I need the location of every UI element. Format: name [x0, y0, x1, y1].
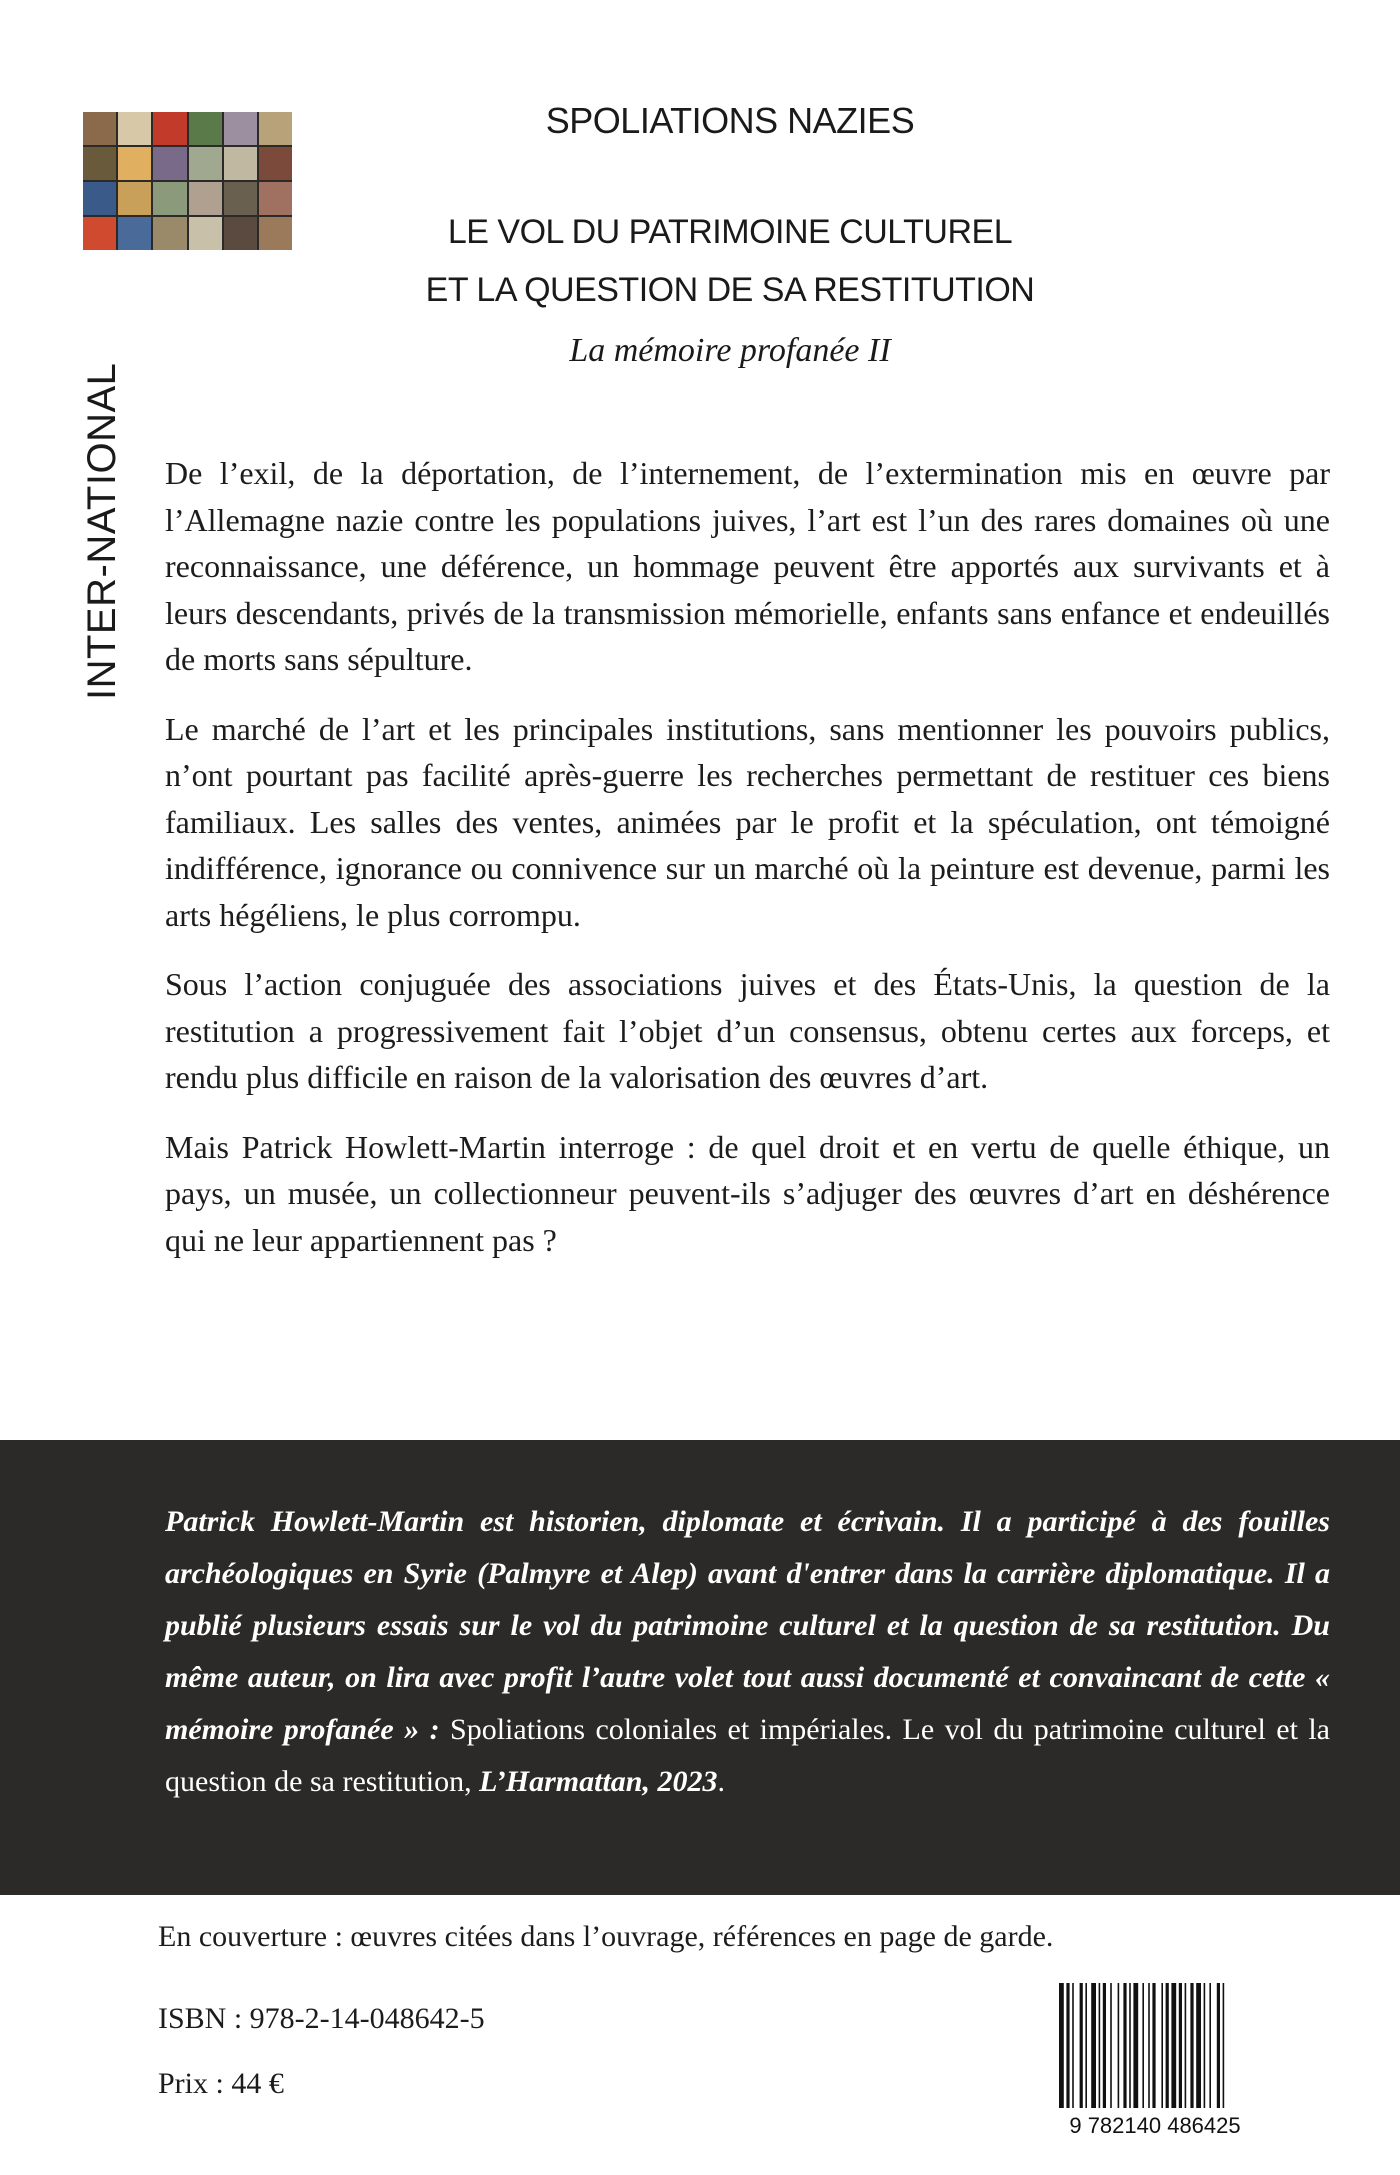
series-subtitle: La mémoire profanée II: [569, 332, 891, 369]
barcode-bar: [1091, 1983, 1096, 2108]
artwork-thumbnail: [189, 182, 222, 215]
book-subtitle: [400, 203, 1060, 319]
artwork-thumbnail: [189, 112, 222, 145]
price: Prix : 44 €: [158, 2067, 284, 2100]
barcode-bar: [1148, 1983, 1150, 2108]
paragraph: De l’exil, de la déportation, de l’internement, de l’extermination mis en œuvre par l’Allemagne nazie contre les populations juives, l’art est l’un des rares domaines où une reconnaissance, une déférence, un hommage peuvent être apportés aux survivants et à leurs descendants, privés de la transmission mémorielle, enfants sans enfance et endeuillés de morts sans sépulture.: [165, 455, 1330, 677]
author-bio-panel: [0, 1440, 1400, 1895]
barcode-bar: [1110, 1983, 1112, 2108]
book-title: SPOLIATIONS NAZIES: [545, 100, 915, 141]
artwork-thumbnail: [118, 217, 151, 250]
barcode-bar: [1223, 1983, 1225, 2108]
barcode-bar: [1118, 1983, 1120, 2108]
barcode-bar: [1099, 1983, 1101, 2108]
artwork-thumbnail: [224, 147, 257, 180]
barcode-bar: [1080, 1983, 1083, 2108]
barcode-bar: [1171, 1983, 1176, 2108]
barcode-digits: 9 782140 486425: [1069, 2113, 1241, 2138]
barcode-bar: [1152, 1983, 1155, 2108]
barcode-bar: [1209, 1983, 1211, 2108]
artwork-thumbnail: [118, 112, 151, 145]
bio-end: .: [717, 1765, 725, 1798]
bio-book-reference: Spoliations coloniales et impériales. Le vol du patrimoine culturel et la question de sa restitution,: [165, 1713, 1330, 1798]
isbn: ISBN : 978-2-14-048642-5: [158, 2002, 485, 2035]
barcode-bar: [1166, 1983, 1169, 2108]
artwork-thumbnail: [118, 182, 151, 215]
artwork-thumbnail: [224, 217, 257, 250]
barcode-bar: [1161, 1983, 1163, 2108]
artwork-thumbnail: [259, 112, 292, 145]
subtitle-line: LE VOL DU PATRIMOINE CULTUREL: [447, 213, 1013, 251]
artwork-thumbnail: [189, 217, 222, 250]
artwork-thumbnail: [118, 147, 151, 180]
barcode-bar: [1190, 1983, 1193, 2108]
author-bio: [165, 1496, 1330, 1808]
barcode-bar: [1196, 1983, 1201, 2108]
bio-publisher: L’Harmattan, 2023: [479, 1765, 718, 1798]
series-name: INTER-NATIONAL: [80, 362, 124, 700]
artwork-thumbnail: [153, 182, 186, 215]
artwork-thumbnail: [224, 112, 257, 145]
paragraph: Mais Patrick Howlett-Martin interroge : de quel droit et en vertu de quelle éthique, un pays, un musée, un collectionneur peuvent-ils s’adjuger des œuvres d’art en déshérence qui ne leur appartiennent pas ?: [165, 1128, 1330, 1258]
artwork-thumbnail: [259, 217, 292, 250]
artwork-thumbnail: [153, 217, 186, 250]
artwork-thumbnail: [83, 147, 116, 180]
paragraph: Le marché de l’art et les principales institutions, sans mentionner les pouvoirs publics, n’ont pourtant pas facilité après-guerre les recherches permettant de restituer ces biens familiaux. Les salles des ventes, animées par le profit et la spéculation, ont témoigné indifférence, ignorance ou connivence sur un marché où la peinture est devenue, parmi les arts hégéliens, le plus corrompu.: [165, 710, 1330, 933]
bio-italic-text: Patrick Howlett-Martin est historien, diplomate et écrivain. Il a participé à des fouilles archéologiques en Syrie (Palmyre et Alep) avant d'entrer dans la carrière diplomatique. Il a publié plusieurs essais sur le vol du patrimoine culturel et la question de sa restitution. Du même auteur, on lira avec profit l’autre volet tout aussi documenté et convaincant de cette « mémoire profanée » :: [165, 1505, 1330, 1746]
barcode-bar: [1066, 1983, 1069, 2108]
barcode-bar: [1123, 1983, 1126, 2108]
barcode-bar: [1059, 1983, 1064, 2108]
artwork-thumbnail: [153, 147, 186, 180]
artwork-thumbnail: [189, 147, 222, 180]
artwork-thumbnail: [83, 182, 116, 215]
cover-credits: En couverture : œuvres citées dans l’ouvrage, références en page de garde.: [158, 1920, 1054, 1953]
barcode-bar: [1179, 1983, 1182, 2108]
subtitle-line: ET LA QUESTION DE SA RESTITUTION: [425, 271, 1035, 309]
artwork-thumbnail: [83, 217, 116, 250]
barcode-bar: [1142, 1983, 1144, 2108]
artwork-thumbnail: [83, 112, 116, 145]
paragraph: Sous l’action conjuguée des associations juives et des États-Unis, la question de la restitution a progressivement fait l’objet d’un consensus, obtenu certes aux forceps, et rendu plus difficile en raison de la valorisation des œuvres d’art.: [165, 966, 1330, 1095]
artwork-thumbnail: [153, 112, 186, 145]
barcode-bar: [1185, 1983, 1187, 2108]
back-cover-text: [165, 450, 1330, 1286]
barcode-bar: [1085, 1983, 1087, 2108]
barcode-bar: [1103, 1983, 1106, 2108]
barcode-bar: [1133, 1983, 1138, 2108]
cover-thumbnail-mosaic: [83, 112, 292, 250]
artwork-thumbnail: [224, 182, 257, 215]
barcode-bar: [1217, 1983, 1220, 2108]
barcode: [1045, 1975, 1265, 2140]
artwork-thumbnail: [259, 147, 292, 180]
barcode-bar: [1129, 1983, 1131, 2108]
barcode-bar: [1072, 1983, 1074, 2108]
barcode-bar: [1204, 1983, 1206, 2108]
artwork-thumbnail: [259, 182, 292, 215]
